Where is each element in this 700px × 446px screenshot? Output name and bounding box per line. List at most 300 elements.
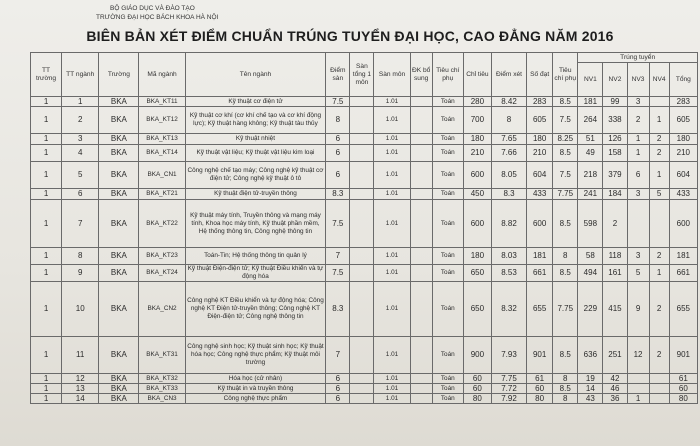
cell-ten-nganh: Kỹ thuật máy tính, Truyền thông và mạng máy tính, Khoa học máy tính, Kỹ thuật phần mềm, Hệ thống thông tin, Công nghệ thông tin (185, 200, 326, 248)
cell-truong: BKA (99, 282, 139, 337)
cell-diem-san: 6 (326, 162, 350, 189)
cell-nv1: 241 (578, 189, 603, 200)
cell-san-tong (350, 337, 374, 374)
cell-tieu-chi-phu-2: 8.5 (553, 337, 578, 374)
cell-so-dat: 180 (527, 134, 553, 145)
cell-san-mon: 1.01 (374, 200, 410, 248)
header-san-mon: Sàn môn (374, 53, 410, 97)
header-nv3: NV3 (627, 63, 649, 97)
cell-so-dat: 80 (527, 394, 553, 404)
cell-tieu-chi-phu: Toán (432, 189, 463, 200)
header-nv2: NV2 (603, 63, 627, 97)
cell-san-mon: 1.01 (374, 394, 410, 404)
cell-so-dat: 604 (527, 162, 553, 189)
cell-tong: 604 (669, 162, 697, 189)
cell-so-dat: 181 (527, 248, 553, 265)
cell-tt-nganh: 3 (62, 134, 99, 145)
cell-diem-xet: 8.05 (491, 162, 526, 189)
cell-san-tong (350, 189, 374, 200)
cell-dk-bo-sung (410, 189, 432, 200)
cell-diem-san: 7 (326, 248, 350, 265)
cell-nv2: 42 (603, 374, 627, 384)
cell-tieu-chi-phu: Toán (432, 282, 463, 337)
cell-ten-nganh: Kỹ thuật vật liệu; Kỹ thuật vật liệu kim loại (185, 145, 326, 162)
cell-chi-tieu: 210 (463, 145, 491, 162)
cell-san-tong (350, 162, 374, 189)
cell-nv3: 3 (627, 189, 649, 200)
cell-diem-xet: 7.92 (491, 394, 526, 404)
cell-so-dat: 655 (527, 282, 553, 337)
cell-dk-bo-sung (410, 107, 432, 134)
cell-tieu-chi-phu-2: 8.5 (553, 265, 578, 282)
cell-tt-truong: 1 (31, 265, 62, 282)
cell-nv3: 1 (627, 394, 649, 404)
document-title: BIÊN BẢN XÉT ĐIỂM CHUẨN TRÚNG TUYỂN ĐẠI HỌC, CAO ĐẲNG NĂM 2016 (86, 28, 614, 44)
cell-tieu-chi-phu: Toán (432, 384, 463, 394)
cell-dk-bo-sung (410, 162, 432, 189)
cell-diem-san: 6 (326, 145, 350, 162)
cell-nv4: 1 (649, 162, 669, 189)
header-dk-bo-sung: ĐK bổ sung (410, 53, 432, 97)
cell-ten-nganh: Công nghệ chế tạo máy; Công nghệ kỹ thuật cơ điện tử; Công nghệ kỹ thuật ô tô (185, 162, 326, 189)
cell-tt-nganh: 7 (62, 200, 99, 248)
cell-san-tong (350, 200, 374, 248)
header-tong: Tổng (669, 63, 697, 97)
cell-nv4: 2 (649, 282, 669, 337)
cell-so-dat: 210 (527, 145, 553, 162)
cell-nv1: 636 (578, 337, 603, 374)
cell-nv3: 1 (627, 145, 649, 162)
cell-ten-nganh: Công nghệ KT Điều khiển và tự động hóa; Công nghệ KT Điện tử-truyền thông; Công nghệ KT Điện-điện tử; Công nghệ thông tin (185, 282, 326, 337)
cell-tt-nganh: 13 (62, 384, 99, 394)
cell-ten-nganh: Kỹ thuật in và truyền thông (185, 384, 326, 394)
cell-truong: BKA (99, 145, 139, 162)
header-nv1: NV1 (578, 63, 603, 97)
cell-ten-nganh: Kỹ thuật nhiệt (185, 134, 326, 145)
cell-nv4 (649, 200, 669, 248)
table-row (31, 200, 698, 248)
cell-san-mon: 1.01 (374, 134, 410, 145)
cell-tieu-chi-phu: Toán (432, 248, 463, 265)
header-san-tong: Sàn tổng 1 môn (350, 53, 374, 97)
cell-nv2: 161 (603, 265, 627, 282)
cell-san-mon: 1.01 (374, 282, 410, 337)
cell-diem-san: 6 (326, 134, 350, 145)
cell-chi-tieu: 450 (463, 189, 491, 200)
header-tieu-chi-phu: Tiêu chí phụ (432, 53, 463, 97)
cell-diem-xet: 8.3 (491, 189, 526, 200)
cell-tieu-chi-phu: Toán (432, 145, 463, 162)
table-row (31, 265, 698, 282)
cell-ma-nganh: BKA_KT33 (139, 384, 185, 394)
table-row (31, 394, 698, 404)
cell-tong: 60 (669, 384, 697, 394)
cell-diem-san: 8.3 (326, 282, 350, 337)
cell-san-tong (350, 145, 374, 162)
cell-nv4 (649, 394, 669, 404)
cell-tieu-chi-phu: Toán (432, 134, 463, 145)
cell-nv1: 51 (578, 134, 603, 145)
cell-nv2: 338 (603, 107, 627, 134)
cell-diem-san: 6 (326, 394, 350, 404)
cell-nv4: 2 (649, 145, 669, 162)
header-diem-san: Điểm sàn (326, 53, 350, 97)
cell-ten-nganh: Kỹ thuật cơ điện tử (185, 97, 326, 107)
cell-ten-nganh: Kỹ thuật Điện-điện tử; Kỹ thuật Điều khiển và tự động hóa (185, 265, 326, 282)
cell-tieu-chi-phu-2: 8 (553, 394, 578, 404)
cell-chi-tieu: 180 (463, 134, 491, 145)
cell-nv3 (627, 200, 649, 248)
cell-nv3: 12 (627, 337, 649, 374)
cell-nv2: 379 (603, 162, 627, 189)
cell-so-dat: 600 (527, 200, 553, 248)
cell-nv2: 184 (603, 189, 627, 200)
cell-ten-nganh: Hóa học (cử nhân) (185, 374, 326, 384)
cell-diem-xet: 7.75 (491, 374, 526, 384)
cell-diem-xet: 7.93 (491, 337, 526, 374)
cell-nv2: 2 (603, 200, 627, 248)
institution-header (96, 4, 218, 22)
cell-tong: 210 (669, 145, 697, 162)
table-row (31, 374, 698, 384)
header-tieu-chi-phu-2: Tiêu chí phụ (553, 53, 578, 97)
cell-san-mon: 1.01 (374, 384, 410, 394)
cell-ma-nganh: BKA_KT32 (139, 374, 185, 384)
cell-chi-tieu: 180 (463, 248, 491, 265)
header-diem-xet: Điểm xét (491, 53, 526, 97)
cell-san-mon: 1.01 (374, 107, 410, 134)
cell-ma-nganh: BKA_KT24 (139, 265, 185, 282)
cell-tt-truong: 1 (31, 145, 62, 162)
cell-san-tong (350, 107, 374, 134)
cell-tt-truong: 1 (31, 134, 62, 145)
cell-san-tong (350, 374, 374, 384)
cell-nv2: 126 (603, 134, 627, 145)
cell-diem-xet: 8.82 (491, 200, 526, 248)
cell-tieu-chi-phu-2: 7.75 (553, 282, 578, 337)
header-chi-tieu: Chỉ tiêu (463, 53, 491, 97)
cell-so-dat: 283 (527, 97, 553, 107)
admission-table (30, 52, 698, 404)
cell-nv3 (627, 384, 649, 394)
cell-truong: BKA (99, 374, 139, 384)
header-truong: Trường (99, 53, 139, 97)
cell-truong: BKA (99, 200, 139, 248)
table-row (31, 134, 698, 145)
cell-nv2: 415 (603, 282, 627, 337)
cell-ma-nganh: BKA_CN1 (139, 162, 185, 189)
cell-nv3: 3 (627, 97, 649, 107)
cell-tt-truong: 1 (31, 189, 62, 200)
header-nv4: NV4 (649, 63, 669, 97)
cell-ma-nganh: BKA_KT23 (139, 248, 185, 265)
cell-tieu-chi-phu: Toán (432, 265, 463, 282)
cell-tt-nganh: 6 (62, 189, 99, 200)
cell-nv1: 58 (578, 248, 603, 265)
cell-san-tong (350, 265, 374, 282)
cell-san-mon: 1.01 (374, 145, 410, 162)
cell-tieu-chi-phu-2: 8 (553, 374, 578, 384)
cell-ma-nganh: BKA_KT21 (139, 189, 185, 200)
cell-truong: BKA (99, 384, 139, 394)
cell-ma-nganh: BKA_KT11 (139, 97, 185, 107)
cell-tong: 901 (669, 337, 697, 374)
cell-tt-truong: 1 (31, 282, 62, 337)
table-row (31, 97, 698, 107)
cell-nv1: 218 (578, 162, 603, 189)
cell-tt-nganh: 2 (62, 107, 99, 134)
cell-nv4: 1 (649, 265, 669, 282)
cell-tieu-chi-phu: Toán (432, 374, 463, 384)
cell-tieu-chi-phu-2: 7.75 (553, 189, 578, 200)
cell-nv4 (649, 374, 669, 384)
cell-diem-san: 7.5 (326, 265, 350, 282)
ministry-name: BỘ GIÁO DỤC VÀ ĐÀO TẠO (110, 5, 195, 12)
cell-truong: BKA (99, 265, 139, 282)
cell-truong: BKA (99, 189, 139, 200)
cell-nv4: 5 (649, 189, 669, 200)
cell-nv4 (649, 97, 669, 107)
cell-tieu-chi-phu: Toán (432, 200, 463, 248)
cell-tt-truong: 1 (31, 200, 62, 248)
cell-nv2: 36 (603, 394, 627, 404)
cell-dk-bo-sung (410, 384, 432, 394)
cell-truong: BKA (99, 162, 139, 189)
cell-nv4 (649, 384, 669, 394)
cell-tong: 283 (669, 97, 697, 107)
cell-chi-tieu: 60 (463, 374, 491, 384)
cell-tt-nganh: 8 (62, 248, 99, 265)
cell-nv3: 9 (627, 282, 649, 337)
cell-chi-tieu: 700 (463, 107, 491, 134)
cell-tieu-chi-phu-2: 8.5 (553, 384, 578, 394)
cell-nv1: 494 (578, 265, 603, 282)
cell-nv3: 5 (627, 265, 649, 282)
cell-nv2: 251 (603, 337, 627, 374)
cell-ten-nganh: Kỹ thuật cơ khí (cơ khí chế tạo và cơ khí động lực); Kỹ thuật hàng không; Kỹ thuật tàu thủy (185, 107, 326, 134)
cell-tt-truong: 1 (31, 394, 62, 404)
cell-nv1: 49 (578, 145, 603, 162)
cell-diem-san: 6 (326, 384, 350, 394)
cell-tong: 80 (669, 394, 697, 404)
cell-dk-bo-sung (410, 200, 432, 248)
cell-ten-nganh: Công nghệ thực phẩm (185, 394, 326, 404)
cell-nv1: 598 (578, 200, 603, 248)
cell-tong: 61 (669, 374, 697, 384)
cell-tieu-chi-phu-2: 8.25 (553, 134, 578, 145)
cell-diem-xet: 8.53 (491, 265, 526, 282)
cell-tt-nganh: 10 (62, 282, 99, 337)
table-row (31, 384, 698, 394)
cell-san-tong (350, 97, 374, 107)
cell-tong: 181 (669, 248, 697, 265)
cell-tt-nganh: 14 (62, 394, 99, 404)
cell-chi-tieu: 80 (463, 394, 491, 404)
cell-san-mon: 1.01 (374, 374, 410, 384)
cell-diem-xet: 7.72 (491, 384, 526, 394)
cell-nv1: 43 (578, 394, 603, 404)
cell-diem-san: 8 (326, 107, 350, 134)
cell-dk-bo-sung (410, 337, 432, 374)
cell-nv3: 3 (627, 248, 649, 265)
cell-dk-bo-sung (410, 394, 432, 404)
cell-tong: 655 (669, 282, 697, 337)
cell-diem-xet: 8.32 (491, 282, 526, 337)
table-row (31, 162, 698, 189)
table-body (31, 97, 698, 404)
cell-san-tong (350, 134, 374, 145)
cell-tt-truong: 1 (31, 374, 62, 384)
cell-ma-nganh: BKA_KT31 (139, 337, 185, 374)
cell-nv3 (627, 374, 649, 384)
cell-tong: 605 (669, 107, 697, 134)
cell-chi-tieu: 60 (463, 384, 491, 394)
cell-tong: 180 (669, 134, 697, 145)
cell-nv2: 99 (603, 97, 627, 107)
cell-tt-nganh: 1 (62, 97, 99, 107)
cell-san-mon: 1.01 (374, 97, 410, 107)
cell-nv3: 6 (627, 162, 649, 189)
cell-ma-nganh: BKA_KT12 (139, 107, 185, 134)
cell-ten-nganh: Công nghệ sinh học; Kỹ thuật sinh học; Kỹ thuật hóa học; Công nghệ thực phẩm; Kỹ thuật môi trường (185, 337, 326, 374)
cell-chi-tieu: 900 (463, 337, 491, 374)
table-row (31, 189, 698, 200)
cell-so-dat: 60 (527, 384, 553, 394)
cell-chi-tieu: 600 (463, 162, 491, 189)
cell-nv1: 264 (578, 107, 603, 134)
cell-ma-nganh: BKA_KT22 (139, 200, 185, 248)
cell-tt-nganh: 5 (62, 162, 99, 189)
cell-nv4: 2 (649, 134, 669, 145)
cell-san-mon: 1.01 (374, 337, 410, 374)
cell-ten-nganh: Toán-Tin; Hệ thống thông tin quản lý (185, 248, 326, 265)
header-ma-nganh: Mã ngành (139, 53, 185, 97)
cell-so-dat: 61 (527, 374, 553, 384)
cell-chi-tieu: 280 (463, 97, 491, 107)
cell-tt-nganh: 11 (62, 337, 99, 374)
cell-chi-tieu: 650 (463, 265, 491, 282)
cell-tt-nganh: 12 (62, 374, 99, 384)
cell-tieu-chi-phu-2: 7.5 (553, 107, 578, 134)
cell-dk-bo-sung (410, 97, 432, 107)
cell-diem-xet: 8 (491, 107, 526, 134)
cell-tieu-chi-phu: Toán (432, 337, 463, 374)
cell-nv4: 1 (649, 107, 669, 134)
cell-tt-nganh: 4 (62, 145, 99, 162)
cell-diem-san: 7.5 (326, 97, 350, 107)
table-row (31, 107, 698, 134)
cell-ma-nganh: BKA_KT13 (139, 134, 185, 145)
cell-diem-san: 6 (326, 374, 350, 384)
table-row (31, 248, 698, 265)
university-name: TRƯỜNG ĐẠI HỌC BÁCH KHOA HÀ NỘI (96, 14, 219, 21)
cell-ma-nganh: BKA_KT14 (139, 145, 185, 162)
cell-nv2: 46 (603, 384, 627, 394)
cell-nv2: 158 (603, 145, 627, 162)
cell-ma-nganh: BKA_CN2 (139, 282, 185, 337)
cell-dk-bo-sung (410, 145, 432, 162)
cell-ma-nganh: BKA_CN3 (139, 394, 185, 404)
cell-nv3: 1 (627, 134, 649, 145)
table-row (31, 145, 698, 162)
header-trung-tuyen: Trúng tuyển (578, 53, 698, 63)
cell-nv1: 229 (578, 282, 603, 337)
cell-so-dat: 433 (527, 189, 553, 200)
cell-tieu-chi-phu-2: 8.5 (553, 145, 578, 162)
cell-tong: 661 (669, 265, 697, 282)
cell-so-dat: 661 (527, 265, 553, 282)
cell-truong: BKA (99, 134, 139, 145)
cell-tt-truong: 1 (31, 97, 62, 107)
cell-tieu-chi-phu-2: 8 (553, 248, 578, 265)
cell-tong: 433 (669, 189, 697, 200)
cell-nv4: 2 (649, 248, 669, 265)
cell-truong: BKA (99, 394, 139, 404)
table-row (31, 282, 698, 337)
cell-tong: 600 (669, 200, 697, 248)
cell-san-mon: 1.01 (374, 162, 410, 189)
cell-so-dat: 901 (527, 337, 553, 374)
cell-san-mon: 1.01 (374, 248, 410, 265)
cell-diem-xet: 8.42 (491, 97, 526, 107)
cell-tieu-chi-phu: Toán (432, 162, 463, 189)
cell-san-tong (350, 282, 374, 337)
cell-diem-san: 7 (326, 337, 350, 374)
cell-san-tong (350, 394, 374, 404)
cell-dk-bo-sung (410, 374, 432, 384)
cell-tieu-chi-phu: Toán (432, 97, 463, 107)
cell-san-mon: 1.01 (374, 189, 410, 200)
cell-tt-truong: 1 (31, 107, 62, 134)
cell-tt-truong: 1 (31, 162, 62, 189)
cell-diem-san: 7.5 (326, 200, 350, 248)
cell-tieu-chi-phu: Toán (432, 394, 463, 404)
cell-nv3: 2 (627, 107, 649, 134)
cell-dk-bo-sung (410, 265, 432, 282)
header-ten-nganh: Tên ngành (185, 53, 326, 97)
cell-nv1: 19 (578, 374, 603, 384)
cell-chi-tieu: 650 (463, 282, 491, 337)
cell-tt-truong: 1 (31, 337, 62, 374)
cell-tt-truong: 1 (31, 384, 62, 394)
cell-truong: BKA (99, 97, 139, 107)
cell-tieu-chi-phu-2: 8.5 (553, 97, 578, 107)
cell-tieu-chi-phu-2: 7.5 (553, 162, 578, 189)
cell-truong: BKA (99, 107, 139, 134)
cell-truong: BKA (99, 248, 139, 265)
cell-chi-tieu: 600 (463, 200, 491, 248)
cell-diem-xet: 8.03 (491, 248, 526, 265)
cell-tieu-chi-phu: Toán (432, 107, 463, 134)
cell-nv4: 2 (649, 337, 669, 374)
header-tt-nganh: TT ngành (62, 53, 99, 97)
cell-truong: BKA (99, 337, 139, 374)
table-row (31, 337, 698, 374)
cell-tt-truong: 1 (31, 248, 62, 265)
cell-nv1: 181 (578, 97, 603, 107)
cell-san-tong (350, 248, 374, 265)
cell-diem-xet: 7.66 (491, 145, 526, 162)
cell-san-mon: 1.01 (374, 265, 410, 282)
cell-tieu-chi-phu-2: 8.5 (553, 200, 578, 248)
cell-dk-bo-sung (410, 282, 432, 337)
cell-so-dat: 605 (527, 107, 553, 134)
cell-nv2: 118 (603, 248, 627, 265)
cell-diem-xet: 7.65 (491, 134, 526, 145)
cell-diem-san: 8.3 (326, 189, 350, 200)
header-so-dat: Số đạt (527, 53, 553, 97)
cell-san-tong (350, 384, 374, 394)
